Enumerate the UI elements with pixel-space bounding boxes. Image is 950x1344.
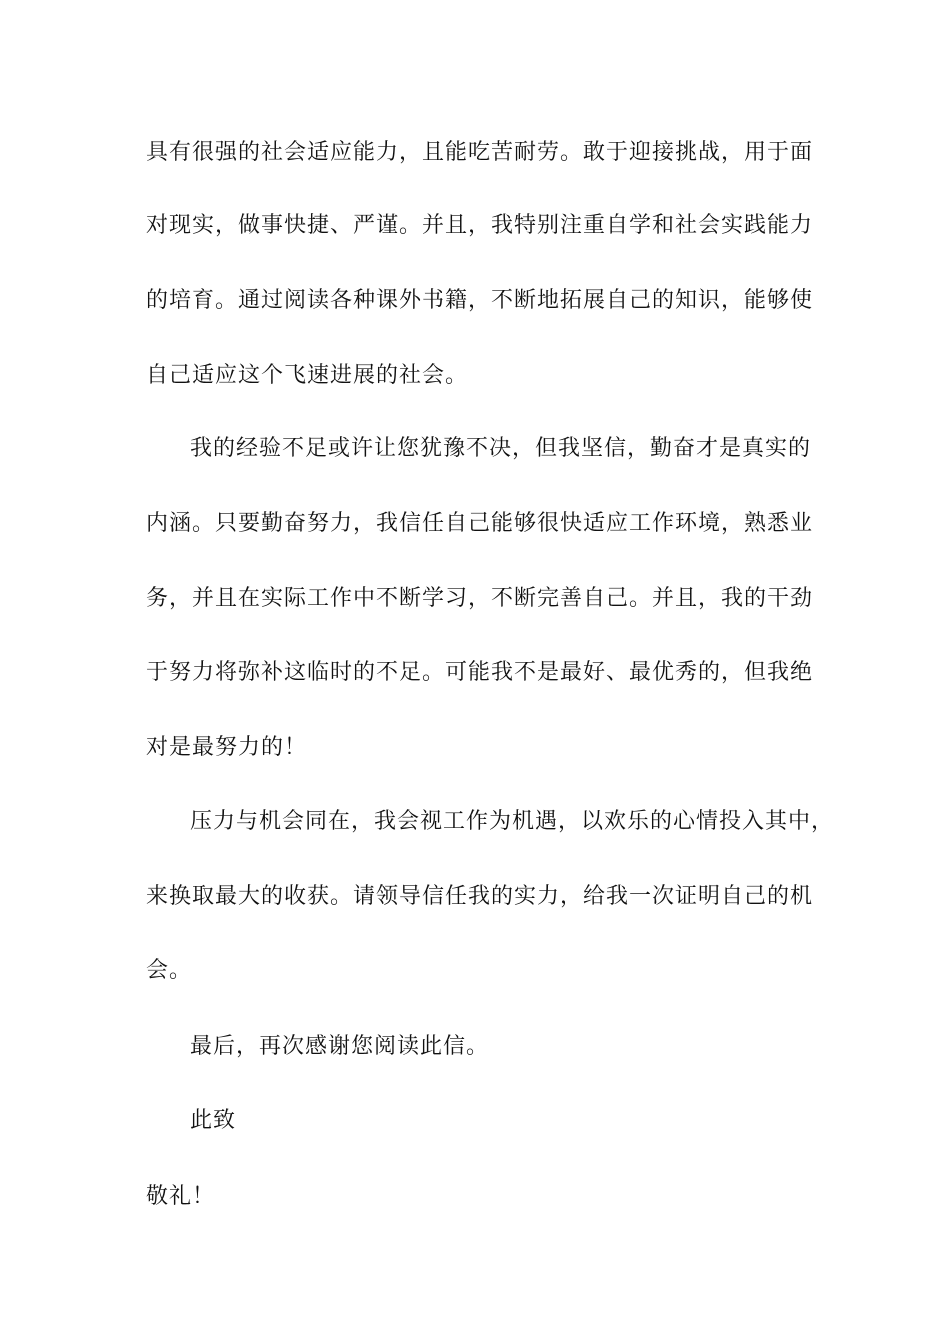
paragraph-line: 于努力将弥补这临时的不足。可能我不是最好、最优秀的，但我绝	[146, 660, 814, 685]
paragraph-line: 对现实，做事快捷、严谨。并且，我特别注重自学和社会实践能力	[146, 213, 814, 238]
paragraph-line: 对是最努力的！	[146, 735, 308, 760]
paragraph-line: 内涵。只要勤奋努力，我信任自己能够很快适应工作环境，熟悉业	[146, 511, 814, 536]
paragraph-line: 会。	[146, 958, 193, 983]
paragraph-line: 我的经验不足或许让您犹豫不决，但我坚信，勤奋才是真实的	[190, 436, 812, 461]
paragraph-line: 压力与机会同在，我会视工作为机遇，以欢乐的心情投入其中，	[190, 809, 835, 834]
paragraph-line: 务，并且在实际工作中不断学习，不断完善自己。并且，我的干劲	[146, 586, 814, 611]
paragraph-line: 具有很强的社会适应能力，且能吃苦耐劳。敢于迎接挑战，用于面	[146, 140, 814, 165]
regards-line: 敬礼！	[146, 1184, 216, 1209]
closing-thanks-line: 最后，再次感谢您阅读此信。	[190, 1034, 490, 1059]
paragraph-line: 的培育。通过阅读各种课外书籍，不断地拓展自己的知识，能够使	[146, 288, 814, 313]
salutation-line: 此致	[190, 1108, 237, 1133]
paragraph-line: 自己适应这个飞速进展的社会。	[146, 363, 469, 388]
paragraph-line: 来换取最大的收获。请领导信任我的实力，给我一次证明自己的机	[146, 884, 814, 909]
